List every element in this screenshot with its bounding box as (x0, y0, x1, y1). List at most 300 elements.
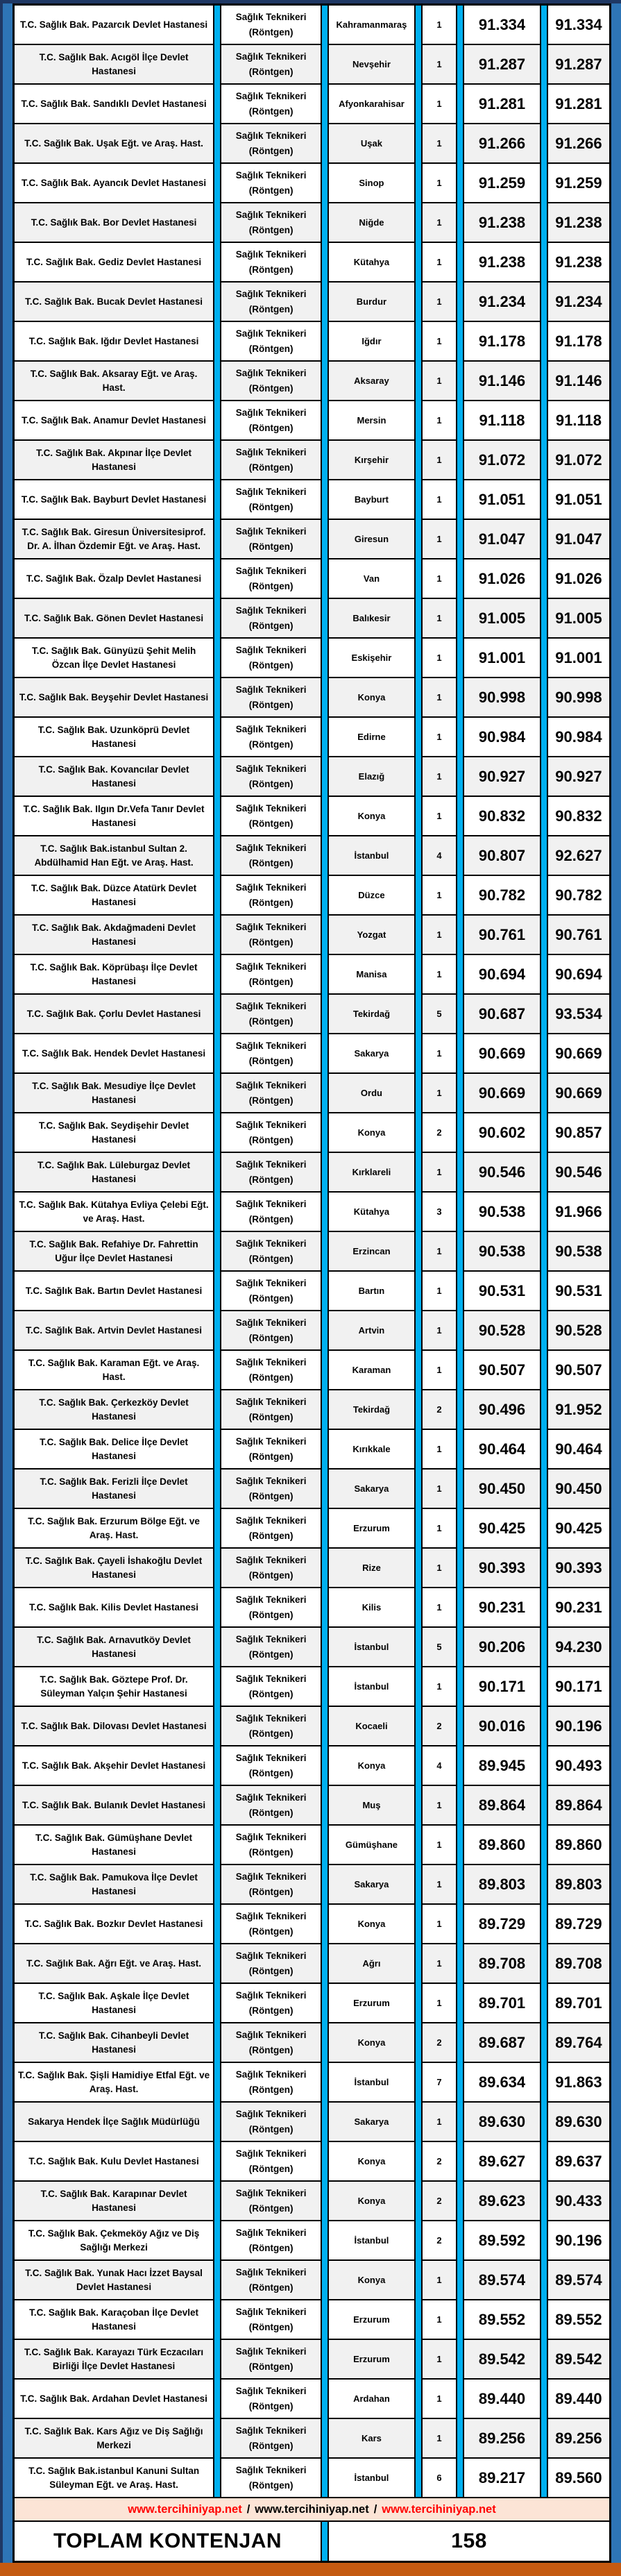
max-score-cell: 91.863 (547, 2062, 611, 2102)
min-score-cell: 91.234 (463, 282, 541, 321)
min-score-cell: 90.669 (463, 1073, 541, 1113)
column-separator (457, 1073, 463, 1113)
table-row (14, 1469, 611, 1508)
table-row (14, 1192, 611, 1231)
position-cell: Sağlık Teknikeri (Röntgen) (221, 1231, 321, 1271)
max-score-cell: 90.857 (547, 1113, 611, 1152)
min-score-cell: 89.945 (463, 1746, 541, 1785)
hospital-cell: T.C. Sağlık Bak. Kars Ağız ve Diş Sağlığı Merkezi (14, 2418, 214, 2458)
column-separator (321, 1034, 328, 1073)
city-cell: İstanbul (328, 2458, 415, 2498)
hospital-cell: T.C. Sağlık Bak. Akşehir Devlet Hastanesi (14, 1746, 214, 1785)
hospital-cell: T.C. Sağlık Bak. Akdağmadeni Devlet Hastanesi (14, 915, 214, 954)
quota-cell: 1 (422, 2339, 457, 2379)
city-cell: Ağrı (328, 1944, 415, 1983)
position-cell: Sağlık Teknikeri (Röntgen) (221, 1469, 321, 1508)
right-blue-strip (611, 3, 621, 2563)
column-separator (321, 242, 328, 282)
quota-cell: 1 (422, 84, 457, 124)
column-separator (457, 1785, 463, 1825)
position-cell: Sağlık Teknikeri (Röntgen) (221, 2181, 321, 2221)
column-separator (321, 2300, 328, 2339)
column-separator (321, 796, 328, 836)
column-separator (321, 440, 328, 480)
column-separator (457, 2458, 463, 2498)
max-score-cell: 91.281 (547, 84, 611, 124)
column-separator (214, 242, 221, 282)
quota-cell: 1 (422, 1271, 457, 1311)
column-separator (214, 1944, 221, 1983)
column-separator (321, 994, 328, 1034)
column-separator (415, 124, 422, 163)
quota-cell: 1 (422, 1825, 457, 1864)
column-separator (415, 5, 422, 45)
column-separator (214, 1350, 221, 1390)
min-score-cell: 89.440 (463, 2379, 541, 2418)
table-row (14, 203, 611, 242)
min-score-cell: 90.984 (463, 717, 541, 757)
column-separator (457, 5, 463, 45)
column-separator (541, 1508, 547, 1548)
column-separator (457, 2221, 463, 2260)
quota-cell: 2 (422, 2181, 457, 2221)
quota-cell: 1 (422, 677, 457, 717)
city-cell: İstanbul (328, 2062, 415, 2102)
column-separator (457, 2300, 463, 2339)
column-separator (457, 2062, 463, 2102)
hospital-cell: T.C. Sağlık Bak.istanbul Sultan 2. Abdülhamid Han Eğt. ve Araş. Hast. (14, 836, 214, 875)
city-cell: Konya (328, 2260, 415, 2300)
hospital-cell: T.C. Sağlık Bak. Sandıklı Devlet Hastanesi (14, 84, 214, 124)
table-row (14, 519, 611, 559)
city-cell: Niğde (328, 203, 415, 242)
max-score-cell: 90.984 (547, 717, 611, 757)
max-score-cell: 90.927 (547, 757, 611, 796)
city-cell: Karaman (328, 1350, 415, 1390)
city-cell: Kahramanmaraş (328, 5, 415, 45)
min-score-cell: 91.005 (463, 598, 541, 638)
city-cell: Sakarya (328, 1469, 415, 1508)
hospital-cell: T.C. Sağlık Bak. Ayancık Devlet Hastanesi (14, 163, 214, 203)
column-separator (321, 163, 328, 203)
table-footer (14, 2498, 611, 2562)
max-score-cell: 91.001 (547, 638, 611, 677)
table-row (14, 677, 611, 717)
table-row (14, 1034, 611, 1073)
table-row (14, 321, 611, 361)
column-separator (541, 2181, 547, 2221)
max-score-cell: 91.178 (547, 321, 611, 361)
city-cell: Artvin (328, 1311, 415, 1350)
min-score-cell: 91.146 (463, 361, 541, 401)
city-cell: Eskişehir (328, 638, 415, 677)
column-separator (321, 2260, 328, 2300)
column-separator (457, 321, 463, 361)
column-separator (541, 2102, 547, 2141)
column-separator (214, 1113, 221, 1152)
max-score-cell: 90.782 (547, 875, 611, 915)
column-separator (541, 875, 547, 915)
column-separator (457, 2023, 463, 2062)
column-separator (541, 1192, 547, 1231)
column-separator (457, 1944, 463, 1983)
column-separator (321, 2181, 328, 2221)
column-separator (541, 440, 547, 480)
city-cell: Kırıkkale (328, 1429, 415, 1469)
position-cell: Sağlık Teknikeri (Röntgen) (221, 2458, 321, 2498)
max-score-cell: 89.860 (547, 1825, 611, 1864)
column-separator (457, 717, 463, 757)
min-score-cell: 91.026 (463, 559, 541, 598)
city-cell: Kilis (328, 1588, 415, 1627)
hospital-cell: T.C. Sağlık Bak. Günyüzü Şehit Melih Özcan İlçe Devlet Hastanesi (14, 638, 214, 677)
column-separator (415, 1469, 422, 1508)
max-score-cell: 89.729 (547, 1904, 611, 1944)
table-row (14, 480, 611, 519)
column-separator (321, 1667, 328, 1706)
quota-cell: 1 (422, 2379, 457, 2418)
position-cell: Sağlık Teknikeri (Röntgen) (221, 163, 321, 203)
column-separator (541, 2300, 547, 2339)
table-row (14, 1785, 611, 1825)
column-separator (214, 1746, 221, 1785)
column-separator (415, 836, 422, 875)
column-separator (541, 1785, 547, 1825)
column-separator (214, 1667, 221, 1706)
column-separator (321, 598, 328, 638)
position-cell: Sağlık Teknikeri (Röntgen) (221, 677, 321, 717)
quota-cell: 1 (422, 1785, 457, 1825)
table-row (14, 84, 611, 124)
quota-cell: 1 (422, 1073, 457, 1113)
city-cell: Sakarya (328, 1034, 415, 1073)
column-separator (415, 321, 422, 361)
column-separator (541, 1667, 547, 1706)
max-score-cell: 90.464 (547, 1429, 611, 1469)
max-score-cell: 89.764 (547, 2023, 611, 2062)
column-separator (321, 1429, 328, 1469)
quota-cell: 1 (422, 519, 457, 559)
column-separator (321, 2339, 328, 2379)
hospital-cell: T.C. Sağlık Bak. Erzurum Bölge Eğt. ve Araş. Hast. (14, 1508, 214, 1548)
column-separator (321, 2521, 328, 2562)
min-score-cell: 90.602 (463, 1113, 541, 1152)
column-separator (415, 1746, 422, 1785)
city-cell: Aksaray (328, 361, 415, 401)
hospital-cell: T.C. Sağlık Bak. Uzunköprü Devlet Hastanesi (14, 717, 214, 757)
column-separator (415, 2458, 422, 2498)
column-separator (214, 2418, 221, 2458)
city-cell: Giresun (328, 519, 415, 559)
column-separator (321, 1271, 328, 1311)
column-separator (214, 1429, 221, 1469)
max-score-cell: 90.425 (547, 1508, 611, 1548)
min-score-cell: 91.287 (463, 44, 541, 84)
quota-cell: 1 (422, 796, 457, 836)
column-separator (541, 1311, 547, 1350)
quota-cell: 1 (422, 2102, 457, 2141)
min-score-cell: 91.001 (463, 638, 541, 677)
table-row (14, 2458, 611, 2498)
hospital-cell: T.C. Sağlık Bak. Çekmeköy Ağız ve Diş Sağlığı Merkezi (14, 2221, 214, 2260)
position-cell: Sağlık Teknikeri (Röntgen) (221, 44, 321, 84)
column-separator (541, 1627, 547, 1667)
column-separator (457, 242, 463, 282)
quota-cell: 2 (422, 1390, 457, 1429)
column-separator (415, 1271, 422, 1311)
city-cell: Konya (328, 1113, 415, 1152)
position-cell: Sağlık Teknikeri (Röntgen) (221, 915, 321, 954)
table-row (14, 361, 611, 401)
column-separator (457, 1469, 463, 1508)
hospital-cell: T.C. Sağlık Bak. Yunak Hacı İzzet Baysal Devlet Hastanesi (14, 2260, 214, 2300)
column-separator (415, 480, 422, 519)
column-separator (541, 480, 547, 519)
column-separator (457, 2181, 463, 2221)
max-score-cell: 90.669 (547, 1034, 611, 1073)
column-separator (457, 1904, 463, 1944)
quota-cell: 2 (422, 2023, 457, 2062)
quota-cell: 1 (422, 1904, 457, 1944)
min-score-cell: 91.051 (463, 480, 541, 519)
city-cell: Bartın (328, 1271, 415, 1311)
column-separator (541, 124, 547, 163)
min-score-cell: 91.178 (463, 321, 541, 361)
city-cell: Bayburt (328, 480, 415, 519)
column-separator (457, 2102, 463, 2141)
city-cell: Ardahan (328, 2379, 415, 2418)
column-separator (541, 1825, 547, 1864)
column-separator (415, 638, 422, 677)
min-score-cell: 90.687 (463, 994, 541, 1034)
position-cell: Sağlık Teknikeri (Röntgen) (221, 2141, 321, 2181)
hospital-cell: T.C. Sağlık Bak. Düzce Atatürk Devlet Hastanesi (14, 875, 214, 915)
column-separator (321, 1706, 328, 1746)
table-row (14, 1231, 611, 1271)
max-score-cell: 91.238 (547, 203, 611, 242)
position-cell: Sağlık Teknikeri (Röntgen) (221, 1034, 321, 1073)
max-score-cell: 94.230 (547, 1627, 611, 1667)
max-score-cell: 90.998 (547, 677, 611, 717)
quota-cell: 1 (422, 954, 457, 994)
min-score-cell: 91.072 (463, 440, 541, 480)
min-score-cell: 90.694 (463, 954, 541, 994)
column-separator (415, 598, 422, 638)
column-separator (415, 1073, 422, 1113)
column-separator (214, 2221, 221, 2260)
column-separator (321, 1073, 328, 1113)
hospital-cell: T.C. Sağlık Bak. Delice İlçe Devlet Hastanesi (14, 1429, 214, 1469)
max-score-cell: 89.574 (547, 2260, 611, 2300)
max-score-cell: 91.259 (547, 163, 611, 203)
max-score-cell: 90.450 (547, 1469, 611, 1508)
table-row (14, 1390, 611, 1429)
column-separator (415, 519, 422, 559)
column-separator (457, 1390, 463, 1429)
column-separator (457, 84, 463, 124)
city-cell: Ordu (328, 1073, 415, 1113)
column-separator (214, 1231, 221, 1271)
min-score-cell: 90.425 (463, 1508, 541, 1548)
column-separator (457, 994, 463, 1034)
column-separator (457, 2379, 463, 2418)
city-cell: Manisa (328, 954, 415, 994)
column-separator (321, 2062, 328, 2102)
position-cell: Sağlık Teknikeri (Röntgen) (221, 1073, 321, 1113)
city-cell: Kırşehir (328, 440, 415, 480)
column-separator (457, 44, 463, 84)
position-cell: Sağlık Teknikeri (Röntgen) (221, 1588, 321, 1627)
column-separator (457, 796, 463, 836)
column-separator (457, 1152, 463, 1192)
column-separator (321, 2023, 328, 2062)
hospital-cell: T.C. Sağlık Bak. Karayazı Türk Eczacıları Birliği İlçe Devlet Hastanesi (14, 2339, 214, 2379)
quota-cell: 1 (422, 440, 457, 480)
min-score-cell: 90.464 (463, 1429, 541, 1469)
max-score-cell: 91.047 (547, 519, 611, 559)
table-row (14, 915, 611, 954)
column-separator (321, 1350, 328, 1390)
city-cell: Erzincan (328, 1231, 415, 1271)
min-score-cell: 89.552 (463, 2300, 541, 2339)
column-separator (214, 1034, 221, 1073)
table-row (14, 994, 611, 1034)
hospital-cell: T.C. Sağlık Bak. Dilovası Devlet Hastanesi (14, 1706, 214, 1746)
hospital-cell: T.C. Sağlık Bak. Bartın Devlet Hastanesi (14, 1271, 214, 1311)
column-separator (214, 1073, 221, 1113)
position-cell: Sağlık Teknikeri (Röntgen) (221, 1113, 321, 1152)
column-separator (457, 1706, 463, 1746)
city-cell: İstanbul (328, 1627, 415, 1667)
max-score-cell: 89.701 (547, 1983, 611, 2023)
column-separator (415, 242, 422, 282)
column-separator (214, 321, 221, 361)
city-cell: Afyonkarahisar (328, 84, 415, 124)
column-separator (321, 1627, 328, 1667)
min-score-cell: 91.266 (463, 124, 541, 163)
max-score-cell: 90.393 (547, 1548, 611, 1588)
column-separator (321, 954, 328, 994)
position-cell: Sağlık Teknikeri (Röntgen) (221, 401, 321, 440)
column-separator (457, 440, 463, 480)
column-separator (321, 1944, 328, 1983)
min-score-cell: 89.630 (463, 2102, 541, 2141)
position-cell: Sağlık Teknikeri (Röntgen) (221, 2102, 321, 2141)
hospital-cell: T.C. Sağlık Bak. Anamur Devlet Hastanesi (14, 401, 214, 440)
hospital-cell: T.C. Sağlık Bak. Seydişehir Devlet Hastanesi (14, 1113, 214, 1152)
city-cell: Kütahya (328, 1192, 415, 1231)
table-row (14, 1073, 611, 1113)
table-body (14, 5, 611, 2498)
hospital-cell: T.C. Sağlık Bak. Arnavutköy Devlet Hastanesi (14, 1627, 214, 1667)
left-blue-strip (3, 3, 12, 2563)
column-separator (541, 915, 547, 954)
column-separator (415, 915, 422, 954)
city-cell: Kırklareli (328, 1152, 415, 1192)
city-cell: Iğdır (328, 321, 415, 361)
column-separator (457, 875, 463, 915)
column-separator (214, 480, 221, 519)
column-separator (321, 203, 328, 242)
column-separator (321, 1904, 328, 1944)
max-score-cell: 89.803 (547, 1864, 611, 1904)
hospital-cell: T.C. Sağlık Bak. Ağrı Eğt. ve Araş. Hast. (14, 1944, 214, 1983)
min-score-cell: 90.998 (463, 677, 541, 717)
column-separator (415, 1548, 422, 1588)
column-separator (214, 677, 221, 717)
position-cell: Sağlık Teknikeri (Röntgen) (221, 1864, 321, 1904)
column-separator (214, 994, 221, 1034)
min-score-cell: 89.687 (463, 2023, 541, 2062)
column-separator (214, 1983, 221, 2023)
column-separator (541, 836, 547, 875)
column-separator (457, 638, 463, 677)
quota-cell: 1 (422, 559, 457, 598)
column-separator (321, 915, 328, 954)
column-separator (541, 994, 547, 1034)
column-separator (321, 2418, 328, 2458)
column-separator (321, 1864, 328, 1904)
quota-cell: 1 (422, 875, 457, 915)
column-separator (457, 1034, 463, 1073)
column-separator (214, 163, 221, 203)
position-cell: Sağlık Teknikeri (Röntgen) (221, 84, 321, 124)
column-separator (214, 440, 221, 480)
column-separator (541, 361, 547, 401)
min-score-cell: 91.334 (463, 5, 541, 45)
column-separator (541, 282, 547, 321)
table-row (14, 1825, 611, 1864)
quota-cell: 1 (422, 203, 457, 242)
city-cell: Van (328, 559, 415, 598)
column-separator (457, 401, 463, 440)
column-separator (214, 1904, 221, 1944)
hospital-cell: T.C. Sağlık Bak. Beyşehir Devlet Hastanesi (14, 677, 214, 717)
position-cell: Sağlık Teknikeri (Röntgen) (221, 1667, 321, 1706)
column-separator (541, 796, 547, 836)
min-score-cell: 90.927 (463, 757, 541, 796)
column-separator (214, 1508, 221, 1548)
column-separator (541, 2458, 547, 2498)
website-link-3: www.tercihiniyap.net (382, 2502, 496, 2516)
column-separator (415, 2141, 422, 2181)
min-score-cell: 90.832 (463, 796, 541, 836)
column-separator (415, 1785, 422, 1825)
min-score-cell: 89.592 (463, 2221, 541, 2260)
max-score-cell: 89.630 (547, 2102, 611, 2141)
column-separator (214, 1469, 221, 1508)
position-cell: Sağlık Teknikeri (Röntgen) (221, 5, 321, 45)
hospital-cell: T.C. Sağlık Bak. Lüleburgaz Devlet Hastanesi (14, 1152, 214, 1192)
city-cell: Sakarya (328, 2102, 415, 2141)
column-separator (214, 2339, 221, 2379)
table-row (14, 2300, 611, 2339)
column-separator (214, 2260, 221, 2300)
quota-cell: 1 (422, 1350, 457, 1390)
min-score-cell: 90.528 (463, 1311, 541, 1350)
city-cell: Yozgat (328, 915, 415, 954)
hospital-cell: T.C. Sağlık Bak. Kilis Devlet Hastanesi (14, 1588, 214, 1627)
column-separator (541, 44, 547, 84)
position-cell: Sağlık Teknikeri (Röntgen) (221, 1627, 321, 1667)
table-row (14, 559, 611, 598)
column-separator (214, 717, 221, 757)
min-score-cell: 89.860 (463, 1825, 541, 1864)
column-separator (541, 638, 547, 677)
column-separator (541, 401, 547, 440)
min-score-cell: 90.807 (463, 836, 541, 875)
column-separator (415, 994, 422, 1034)
